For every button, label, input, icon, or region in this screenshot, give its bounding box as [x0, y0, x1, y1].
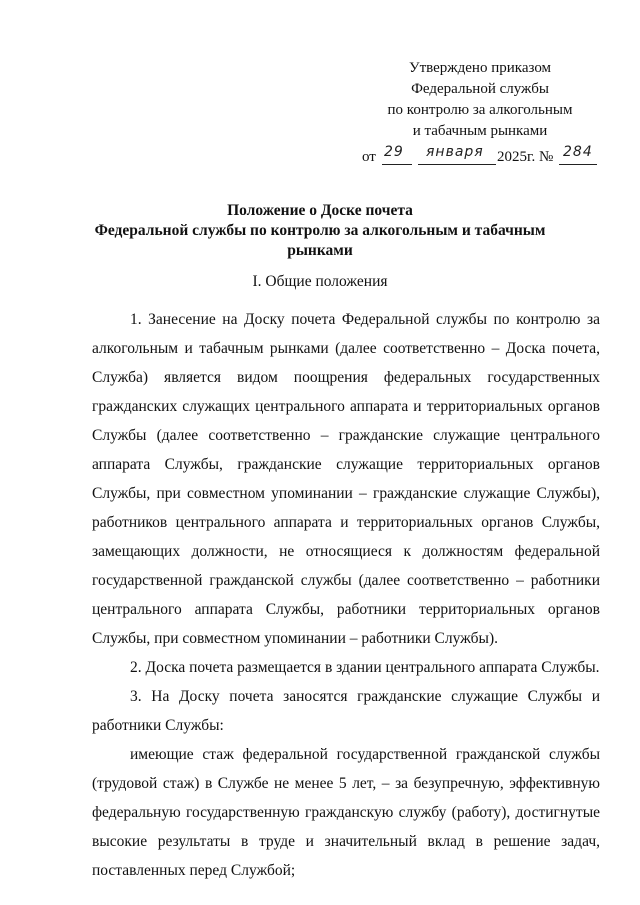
- number-underline: [559, 164, 597, 165]
- approval-line: Утверждено приказом: [408, 60, 552, 76]
- paragraph: 3. На Доску почета заносятся гражданские служащие Службы и работники Службы:: [92, 688, 600, 734]
- document-body: [92, 305, 600, 885]
- paragraph: 2. Доска почета размещается в здании центрального аппарата Службы.: [130, 659, 600, 676]
- approval-line: по контролю за алкогольным: [387, 102, 573, 118]
- order-prefix: от: [362, 149, 376, 165]
- paragraph: 1. Занесение на Доску почета Федеральной службы по контролю за алкогольным и табачным рынками (далее соответственно – Доска почета, Служба) является видом поощрения федеральных государственных гражданских служащих центрального аппарата и территориальных органов Службы (далее соответственно – гражданские служащие центрального аппарата Службы, гражданские служащие территориальных органов Службы, при совместном упоминании – гражданские служащие Службы), работников центрального аппарата и территориальных органов Службы, замещающих должности, не относящиеся к должностям федеральной государственной гражданской службы (далее соответственно – работники центрального аппарата Службы, работники территориальных органов Службы, при совместном упоминании – работники Службы).: [92, 311, 600, 647]
- approval-line: Федеральной службы: [411, 81, 549, 97]
- section-heading: I. Общие положения: [252, 273, 388, 290]
- title-line: рынками: [287, 242, 353, 259]
- title-line: Положение о Доске почета: [227, 202, 413, 219]
- order-year-suffix: 2025г. №: [497, 149, 554, 165]
- document-title: [40, 201, 600, 261]
- paragraph: имеющие стаж федеральной государственной гражданской службы (трудовой стаж) в Службе не менее 5 лет, – за безупречную, эффективную федеральную государственную гражданскую службу (работу), достигнутые высокие результаты в труде и значительный вклад в решение задач, поставленных перед Службой;: [92, 746, 600, 879]
- approval-line: и табачным рынками: [412, 123, 548, 139]
- month-underline: [418, 164, 496, 165]
- order-number: 284: [563, 144, 593, 160]
- order-month: января: [426, 144, 484, 160]
- title-line: Федеральной службы по контролю за алкогольным и табачным: [94, 222, 546, 239]
- order-day: 29: [384, 144, 404, 160]
- day-underline: [382, 164, 412, 165]
- approval-block: [360, 58, 600, 142]
- order-line: [362, 146, 612, 170]
